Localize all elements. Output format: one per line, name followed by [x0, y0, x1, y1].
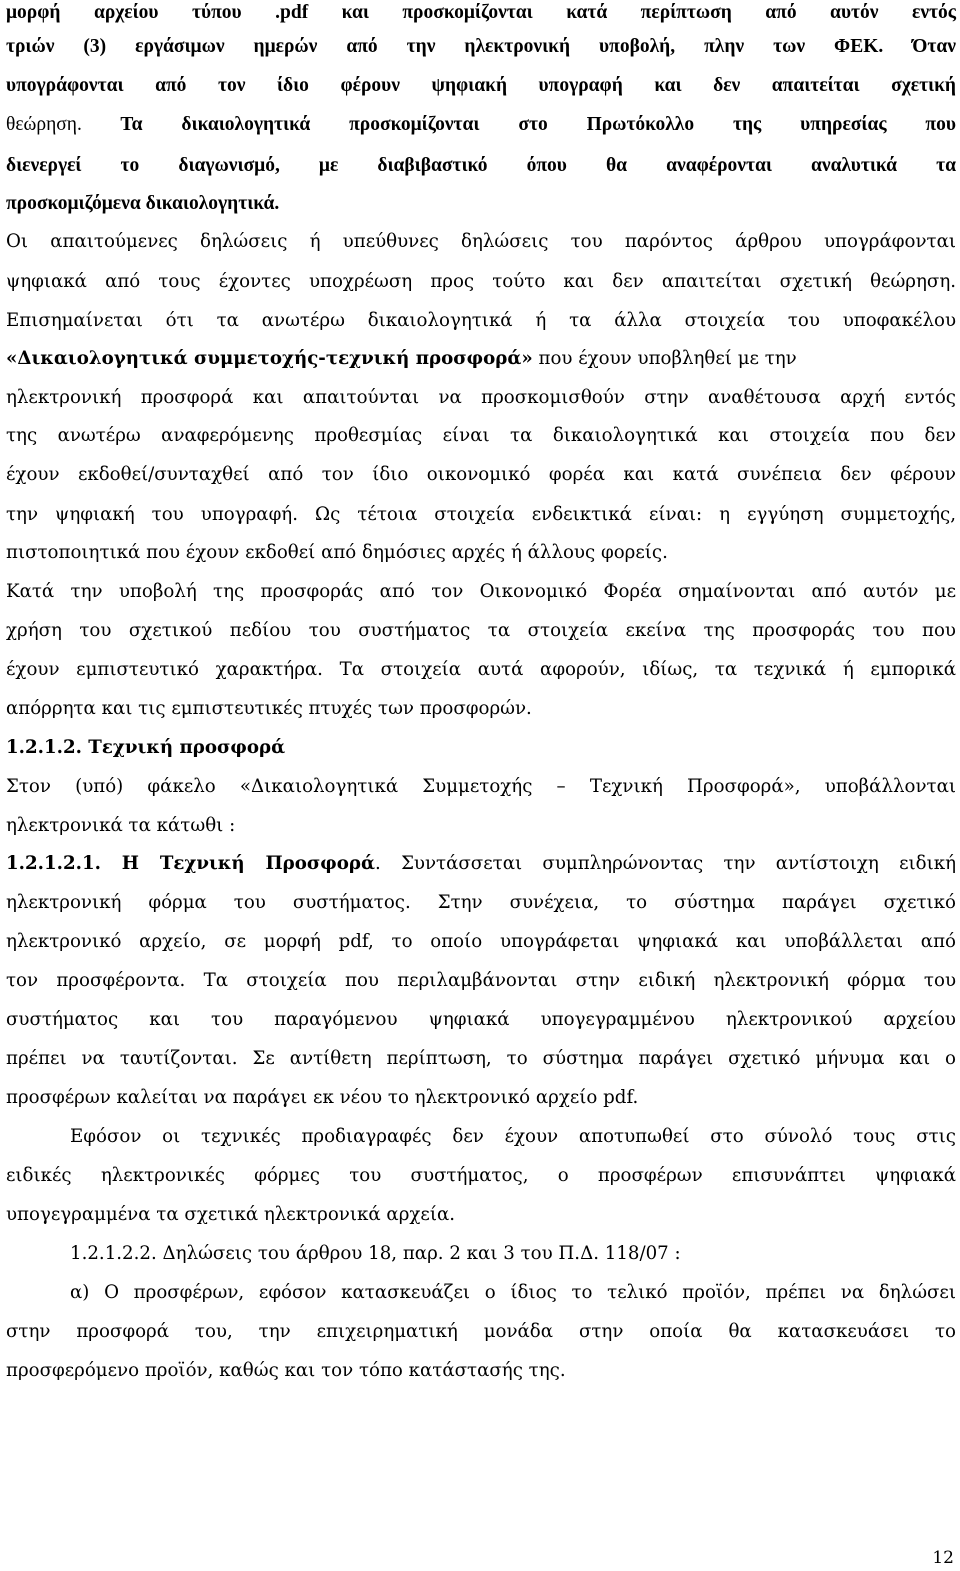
- text-line: χρήση του σχετικού πεδίου του συστήματος τα στοιχεία εκείνα της προσφοράς του που: [6, 620, 956, 641]
- text-line: Κατά την υποβολή της προσφοράς από τον Οικονομικό Φορέα σημαίνονται από αυτόν με: [6, 581, 956, 602]
- text-line: έχουν εμπιστευτικό χαρακτήρα. Τα στοιχεία αυτά αφορούν, ιδίως, τα τεχνικά ή εμπορικά: [6, 659, 956, 680]
- text-line: πιστοποιητικά που έχουν εκδοθεί από δημόσιες αρχές ή άλλους φορείς.: [6, 542, 668, 563]
- text-span: που έχουν υποβληθεί με την: [532, 348, 797, 369]
- text-line: ψηφιακά από τους έχοντες υποχρέωση προς τούτο και δεν απαιτείται σχετική θεώρηση.: [6, 271, 956, 292]
- text-line: μορφή αρχείου τύπου .pdf και προσκομίζονται κατά περίπτωση από αυτόν εντός: [6, 2, 956, 23]
- text-line: υπογράφονται από τον ίδιο φέρουν ψηφιακή υπογραφή και δεν απαιτείται σχετική: [6, 75, 956, 96]
- text-span-bold: 1.2.1.2.1. Η Τεχνική Προσφορά: [6, 853, 375, 874]
- text-line: την ψηφιακή του υπογραφή. Ως τέτοια στοιχεία ενδεικτικά είναι: η εγγύηση συμμετοχής,: [6, 504, 956, 525]
- text-line: προσφέρων καλείται να παράγει εκ νέου το ηλεκτρονικό αρχείο pdf.: [6, 1087, 639, 1108]
- page-number: 12: [932, 1548, 954, 1568]
- subsection-heading-declarations: 1.2.1.2.2. Δηλώσεις του άρθρου 18, παρ. 2 και 3 του Π.Δ. 118/07 :: [70, 1243, 681, 1264]
- text-line: ηλεκτρονική φόρμα του συστήματος. Στην συνέχεια, το σύστημα παράγει σχετικό: [6, 892, 956, 913]
- text-line: Οι απαιτούμενες δηλώσεις ή υπεύθυνες δηλώσεις του παρόντος άρθρου υπογράφονται: [6, 231, 956, 252]
- text-line: έχουν εκδοθεί/συνταχθεί από τον ίδιο οικονομικό φορέα και κατά συνέπεια δεν φέρουν: [6, 464, 956, 485]
- text-line: διενεργεί το διαγωνισμό, με διαβιβαστικό όπου θα αναφέρονται αναλυτικά τα: [6, 155, 956, 176]
- text-line: ηλεκτρονικό αρχείο, σε μορφή pdf, το οποίο υπογράφεται ψηφιακά και υποβάλλεται από: [6, 931, 956, 952]
- text-line: Επισημαίνεται ότι τα ανωτέρω δικαιολογητικά ή τα άλλα στοιχεία του υποφακέλου: [6, 310, 956, 331]
- text-line: πρέπει να ταυτίζονται. Σε αντίθετη περίπτωση, το σύστημα παράγει σχετικό μήνυμα και ο: [6, 1048, 956, 1069]
- text-span-bold: Τα δικαιολογητικά προσκομίζονται στο Πρωτόκολλο της υπηρεσίας που: [81, 114, 956, 135]
- text-line: προσκομιζόμενα δικαιολογητικά.: [6, 193, 280, 214]
- text-line: Στον (υπό) φάκελο «Δικαιολογητικά Συμμετοχής – Τεχνική Προσφορά», υποβάλλονται: [6, 776, 956, 797]
- text-line: τον προσφέροντα. Τα στοιχεία που περιλαμβάνονται στην ειδική ηλεκτρονική φόρμα του: [6, 970, 956, 991]
- text-line: τριών (3) εργάσιμων ημερών από την ηλεκτρονική υποβολή, πλην των ΦΕΚ. Όταν: [6, 36, 956, 57]
- text-line: ειδικές ηλεκτρονικές φόρμες του συστήματος, ο προσφέρων επισυνάπτει ψηφιακά: [6, 1165, 956, 1186]
- text-span: θεώρηση.: [6, 114, 82, 135]
- text-line: [6, 346, 956, 372]
- text-line: α) Ο προσφέρων, εφόσον κατασκευάζει ο ίδιος το τελικό προϊόν, πρέπει να δηλώσει: [70, 1282, 956, 1303]
- text-span-bold: «Δικαιολογητικά συμμετοχής-τεχνική προσφορά»: [6, 348, 533, 369]
- section-heading-technical-offer: 1.2.1.2. Τεχνική προσφορά: [6, 737, 286, 758]
- text-line: της ανωτέρω αναφερόμενης προθεσμίας είναι τα δικαιολογητικά και στοιχεία που δεν: [6, 425, 956, 446]
- text-line: ηλεκτρονικά τα κάτωθι :: [6, 815, 236, 836]
- text-line: απόρρητα και τις εμπιστευτικές πτυχές των προσφορών.: [6, 698, 532, 719]
- text-line: ηλεκτρονική προσφορά και απαιτούνται να προσκομισθούν στην αναθέτουσα αρχή εντός: [6, 387, 956, 408]
- text-line: Εφόσον οι τεχνικές προδιαγραφές δεν έχουν αποτυπωθεί στο σύνολό τους στις: [70, 1126, 956, 1147]
- text-line: προσφερόμενο προϊόν, καθώς και τον τόπο κατάστασής της.: [6, 1360, 566, 1381]
- text-line: στην προσφορά του, την επιχειρηματική μονάδα στην οποία θα κατασκευάσει το: [6, 1321, 956, 1342]
- text-span: . Συντάσσεται συμπληρώνοντας την αντίστοιχη ειδική: [374, 853, 956, 874]
- text-line: [6, 851, 956, 877]
- text-line: συστήματος και του παραγόμενου ψηφιακά υπογεγραμμένου ηλεκτρονικού αρχείου: [6, 1009, 956, 1030]
- text-line: [6, 112, 956, 138]
- text-line: υπογεγραμμένα τα σχετικά ηλεκτρονικά αρχεία.: [6, 1204, 456, 1225]
